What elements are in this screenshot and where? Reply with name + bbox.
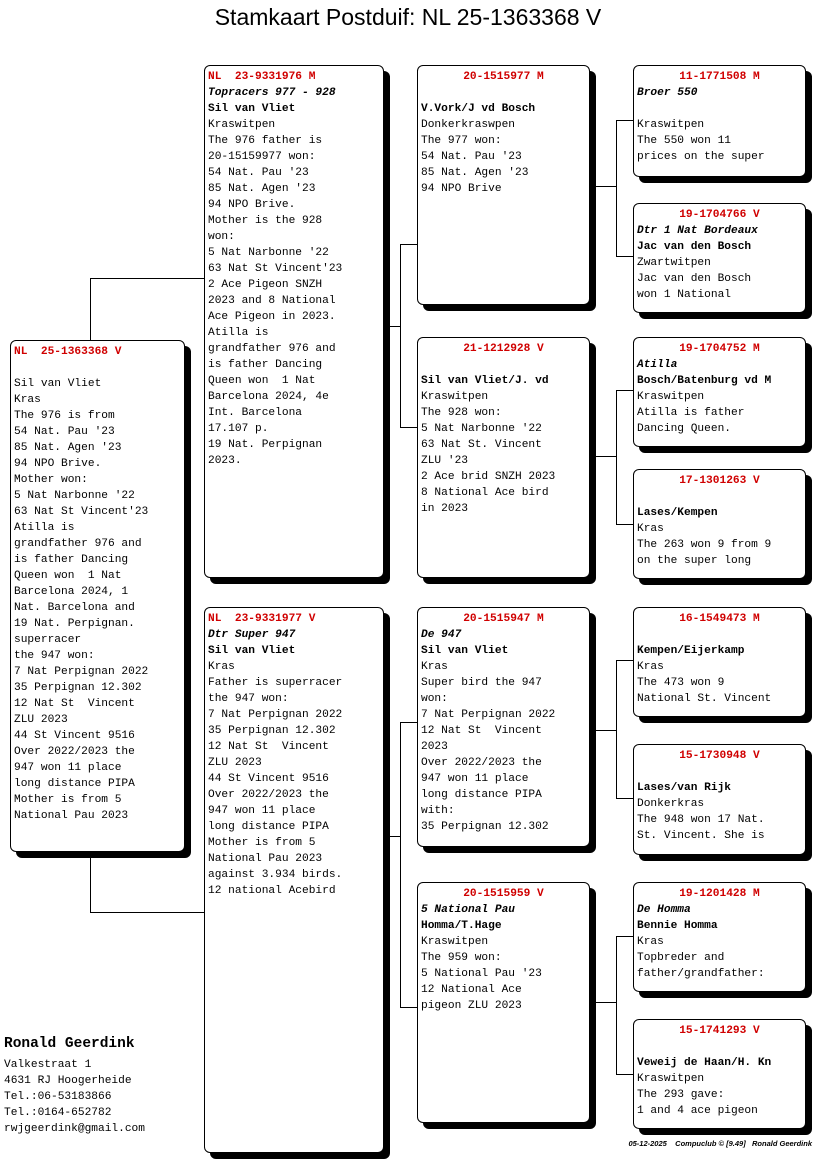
breeder: Sil van Vliet — [421, 645, 509, 657]
blank-line — [14, 360, 181, 376]
pigeon-card-fff[interactable] — [633, 65, 806, 177]
info-line: 2 Ace Pigeon SNZH — [208, 279, 323, 291]
info-line: 44 St Vincent 9516 — [208, 773, 329, 785]
ring-number: 11-1771508 M — [679, 71, 760, 83]
info-line: Kraswitpen — [421, 936, 489, 948]
ring-number: 20-1515959 V — [463, 888, 544, 900]
connector — [616, 120, 633, 121]
owner-street: Valkestraat 1 — [4, 1059, 92, 1071]
info-line: the 947 won: — [14, 650, 95, 662]
info-line: National St. Vincent — [637, 693, 772, 705]
info-line: Mother won: — [14, 474, 88, 486]
owner-info — [4, 1034, 145, 1137]
info-line: The 977 won: — [421, 135, 502, 147]
pigeon-card-mother-father[interactable] — [417, 607, 590, 847]
info-line: grandfather 976 and — [14, 538, 142, 550]
info-line: Kraswitpen — [637, 119, 705, 131]
info-line: Sil van Vliet — [14, 378, 102, 390]
info-line: The 293 gave: — [637, 1089, 725, 1101]
info-line: 54 Nat. Pau '23 — [421, 151, 522, 163]
info-line: Ace Pigeon in 2023. — [208, 311, 336, 323]
info-line: 12 Nat St Vincent — [421, 725, 542, 737]
info-line: 63 Nat St Vincent'23 — [14, 506, 149, 518]
ring-number: 19-1704766 V — [679, 209, 760, 221]
info-line: the 947 won: — [208, 693, 289, 705]
breeder: Lases/van Rijk — [637, 782, 731, 794]
info-line: Donkerkras — [637, 798, 705, 810]
info-line: 2023 and 8 National — [208, 295, 336, 307]
info-line: 44 St Vincent 9516 — [14, 730, 135, 742]
info-line: long distance PIPA — [208, 821, 329, 833]
connector — [400, 722, 417, 723]
info-line: 7 Nat Perpignan 2022 — [208, 709, 343, 721]
footer-software: Compuclub © [9.49] — [675, 1139, 746, 1148]
info-line: National Pau 2023 — [208, 853, 323, 865]
info-line: Super bird the 947 — [421, 677, 542, 689]
info-line: 5 National Pau '23 — [421, 968, 542, 980]
blank-line — [637, 101, 802, 117]
connector — [400, 722, 401, 1007]
connector — [616, 524, 633, 525]
pigeon-card-fmm[interactable] — [633, 469, 806, 579]
blank-line — [421, 85, 586, 101]
connector — [590, 730, 616, 731]
info-line: Topbreder and — [637, 952, 725, 964]
footer-date: 05-12-2025 — [628, 1139, 667, 1148]
connector — [616, 390, 633, 391]
info-line: 8 National Ace bird — [421, 487, 549, 499]
info-line: 7 Nat Perpignan 2022 — [14, 666, 149, 678]
connector — [616, 798, 633, 799]
ring-number: 21-1212928 V — [463, 343, 544, 355]
info-line: 12 National Ace — [421, 984, 522, 996]
info-line: Kras — [637, 523, 664, 535]
connector — [400, 244, 417, 245]
pigeon-card-mmm[interactable] — [633, 1019, 806, 1129]
info-line: 947 won 11 place — [421, 773, 529, 785]
connector — [616, 936, 617, 1074]
info-line: Queen won 1 Nat — [14, 570, 122, 582]
info-line: Kras — [637, 661, 664, 673]
info-line: Atilla is — [208, 327, 269, 339]
info-line: Mother is from 5 — [14, 794, 122, 806]
info-line: 5 Nat Narbonne '22 — [14, 490, 135, 502]
info-line: 85 Nat. Agen '23 — [421, 167, 529, 179]
info-line: against 3.934 birds. — [208, 869, 343, 881]
breeder: Veweij de Haan/H. Kn — [637, 1057, 772, 1069]
pigeon-name: De 947 — [421, 629, 462, 641]
info-line: won 1 National — [637, 289, 731, 301]
info-line: Int. Barcelona — [208, 407, 302, 419]
pigeon-card-father-mother[interactable] — [417, 337, 590, 578]
pigeon-card-father[interactable] — [204, 65, 384, 578]
info-line: The 928 won: — [421, 407, 502, 419]
info-line: long distance PIPA — [14, 778, 135, 790]
info-line: The 959 won: — [421, 952, 502, 964]
pigeon-card-ffm[interactable] — [633, 203, 806, 313]
info-line: The 948 won 17 Nat. — [637, 814, 765, 826]
info-line: Kraswitpen — [421, 391, 489, 403]
ring-number: 15-1741293 V — [679, 1025, 760, 1037]
breeder: Sil van Vliet/J. vd — [421, 375, 549, 387]
info-line: 947 won 11 place — [208, 805, 316, 817]
info-line: National Pau 2023 — [14, 810, 129, 822]
info-line: 54 Nat. Pau '23 — [208, 167, 309, 179]
pigeon-card-subject[interactable] — [10, 340, 185, 852]
blank-line — [637, 1039, 802, 1055]
info-line: 12 Nat St Vincent — [14, 698, 135, 710]
info-line: 2023 — [421, 741, 448, 753]
connector — [616, 120, 617, 256]
info-line: 94 NPO Brive. — [14, 458, 102, 470]
info-line: 35 Perpignan 12.302 — [208, 725, 336, 737]
info-line: prices on the super — [637, 151, 765, 163]
info-line: St. Vincent. She is — [637, 830, 765, 842]
connector — [590, 456, 616, 457]
info-line: Mother is the 928 — [208, 215, 323, 227]
ring-number: 17-1301263 V — [679, 475, 760, 487]
info-line: Kraswitpen — [637, 1073, 705, 1085]
info-line: Father is superracer — [208, 677, 343, 689]
info-line: 35 Perpignan 12.302 — [14, 682, 142, 694]
connector — [400, 244, 401, 427]
info-line: long distance PIPA — [421, 789, 542, 801]
owner-phone-mobile: Tel.:06-53183866 — [4, 1091, 112, 1103]
info-line: Kras — [14, 394, 41, 406]
info-line: 35 Perpignan 12.302 — [421, 821, 549, 833]
info-line: Kras — [208, 661, 235, 673]
connector — [590, 1002, 616, 1003]
info-line: 1 and 4 ace pigeon — [637, 1105, 758, 1117]
info-line: 5 Nat Narbonne '22 — [208, 247, 329, 259]
info-line: Zwartwitpen — [637, 257, 711, 269]
info-line: 63 Nat St Vincent'23 — [208, 263, 343, 275]
info-line: is father Dancing — [208, 359, 323, 371]
info-line: Barcelona 2024, 1 — [14, 586, 129, 598]
info-line: Kraswitpen — [208, 119, 276, 131]
info-line: superracer — [14, 634, 82, 646]
ring-number: 20-1515977 M — [463, 71, 544, 83]
info-line: Atilla is — [14, 522, 75, 534]
connector — [90, 278, 204, 279]
breeder: Sil van Vliet — [208, 103, 296, 115]
info-line: 2023. — [208, 455, 242, 467]
info-line: won: — [208, 231, 235, 243]
blank-line — [637, 764, 802, 780]
info-line: Over 2022/2023 the — [14, 746, 135, 758]
info-line: pigeon ZLU 2023 — [421, 1000, 522, 1012]
info-line: Kraswitpen — [637, 391, 705, 403]
info-line: ZLU 2023 — [208, 757, 262, 769]
pigeon-card-mmf[interactable] — [633, 882, 806, 992]
info-line: 5 Nat Narbonne '22 — [421, 423, 542, 435]
info-line: is father Dancing — [14, 554, 129, 566]
breeder: Bennie Homma — [637, 920, 718, 932]
info-line: Donkerkraswpen — [421, 119, 515, 131]
info-line: ZLU 2023 — [14, 714, 68, 726]
pigeon-card-mff[interactable] — [633, 607, 806, 717]
info-line: The 473 won 9 — [637, 677, 725, 689]
ring-number: 19-1704752 M — [679, 343, 760, 355]
info-line: 2 Ace brid SNZH 2023 — [421, 471, 556, 483]
info-line: Over 2022/2023 the — [421, 757, 542, 769]
connector — [616, 936, 633, 937]
breeder: Bosch/Batenburg vd M — [637, 375, 772, 387]
pigeon-name: Atilla — [637, 359, 678, 371]
connector — [590, 186, 616, 187]
pigeon-card-mother[interactable] — [204, 607, 384, 1153]
info-line: Kras — [637, 936, 664, 948]
connector — [384, 836, 400, 837]
breeder: Lases/Kempen — [637, 507, 718, 519]
info-line: Over 2022/2023 the — [208, 789, 329, 801]
info-line: The 550 won 11 — [637, 135, 731, 147]
info-line: 20-15159977 won: — [208, 151, 316, 163]
connector — [384, 326, 400, 327]
info-line: 947 won 11 place — [14, 762, 122, 774]
owner-city: 4631 RJ Hoogerheide — [4, 1075, 132, 1087]
pigeon-card-fmf[interactable] — [633, 337, 806, 447]
page-title: Stamkaart Postduif: NL 25-1363368 V — [214, 4, 602, 30]
pigeon-name: 5 National Pau — [421, 904, 515, 916]
connector — [616, 390, 617, 524]
connector — [90, 912, 204, 913]
info-line: 85 Nat. Agen '23 — [208, 183, 316, 195]
info-line: Atilla is father — [637, 407, 745, 419]
ring-number: NL 25-1363368 V — [14, 346, 122, 358]
info-line: 12 Nat St Vincent — [208, 741, 329, 753]
info-line: Nat. Barcelona and — [14, 602, 135, 614]
info-line: The 976 is from — [14, 410, 115, 422]
breeder: Sil van Vliet — [208, 645, 296, 657]
pigeon-name: De Homma — [637, 904, 691, 916]
owner-email: rwjgeerdink@gmail.com — [4, 1123, 145, 1135]
ring-number: NL 23-9331976 M — [208, 71, 316, 83]
pigeon-name: Topracers 977 - 928 — [208, 87, 336, 99]
info-line: The 976 father is — [208, 135, 323, 147]
info-line: 94 NPO Brive. — [208, 199, 296, 211]
info-line: Mother is from 5 — [208, 837, 316, 849]
breeder: Homma/T.Hage — [421, 920, 502, 932]
info-line: 85 Nat. Agen '23 — [14, 442, 122, 454]
info-line: Dancing Queen. — [637, 423, 731, 435]
info-line: father/grandfather: — [637, 968, 765, 980]
footer-author: Ronald Geerdink — [751, 1139, 812, 1148]
info-line: Queen won 1 Nat — [208, 375, 316, 387]
ring-number: 19-1201428 M — [679, 888, 760, 900]
info-line: Jac van den Bosch — [637, 273, 752, 285]
info-line: 94 NPO Brive — [421, 183, 502, 195]
info-line: won: — [421, 693, 448, 705]
footer — [628, 1139, 812, 1148]
pigeon-card-mother-mother[interactable] — [417, 882, 590, 1123]
info-line: with: — [421, 805, 455, 817]
breeder: Jac van den Bosch — [637, 241, 752, 253]
owner-name: Ronald Geerdink — [4, 1036, 135, 1052]
info-line: Barcelona 2024, 4e — [208, 391, 329, 403]
connector — [400, 427, 417, 428]
pigeon-name: Dtr Super 947 — [208, 629, 296, 641]
info-line: 7 Nat Perpignan 2022 — [421, 709, 556, 721]
pigeon-name: Dtr 1 Nat Bordeaux — [637, 225, 758, 237]
connector — [616, 1074, 633, 1075]
ring-number: 16-1549473 M — [679, 613, 760, 625]
blank-line — [637, 627, 802, 643]
info-line: 19 Nat. Perpignan. — [14, 618, 135, 630]
info-line: on the super long — [637, 555, 752, 567]
ring-number: NL 23-9331977 V — [208, 613, 316, 625]
owner-phone-landline: Tel.:0164-652782 — [4, 1107, 112, 1119]
connector — [616, 660, 633, 661]
connector — [90, 852, 91, 912]
info-line: 12 national Acebird — [208, 885, 336, 897]
info-line: The 263 won 9 from 9 — [637, 539, 772, 551]
connector — [90, 278, 91, 340]
blank-line — [637, 489, 802, 505]
blank-line — [421, 357, 586, 373]
info-line: 54 Nat. Pau '23 — [14, 426, 115, 438]
pigeon-card-father-father[interactable] — [417, 65, 590, 305]
pigeon-name: Broer 550 — [637, 87, 698, 99]
info-line: 63 Nat St. Vincent — [421, 439, 542, 451]
connector — [616, 256, 633, 257]
connector — [616, 660, 617, 798]
info-line: Kras — [421, 661, 448, 673]
info-line: in 2023 — [421, 503, 468, 515]
breeder: V.Vork/J vd Bosch — [421, 103, 536, 115]
info-line: ZLU '23 — [421, 455, 468, 467]
info-line: 19 Nat. Perpignan — [208, 439, 323, 451]
info-line: 17.107 p. — [208, 423, 269, 435]
pigeon-card-mfm[interactable] — [633, 744, 806, 855]
ring-number: 20-1515947 M — [463, 613, 544, 625]
ring-number: 15-1730948 V — [679, 750, 760, 762]
info-line: grandfather 976 and — [208, 343, 336, 355]
breeder: Kempen/Eijerkamp — [637, 645, 745, 657]
connector — [400, 1007, 417, 1008]
